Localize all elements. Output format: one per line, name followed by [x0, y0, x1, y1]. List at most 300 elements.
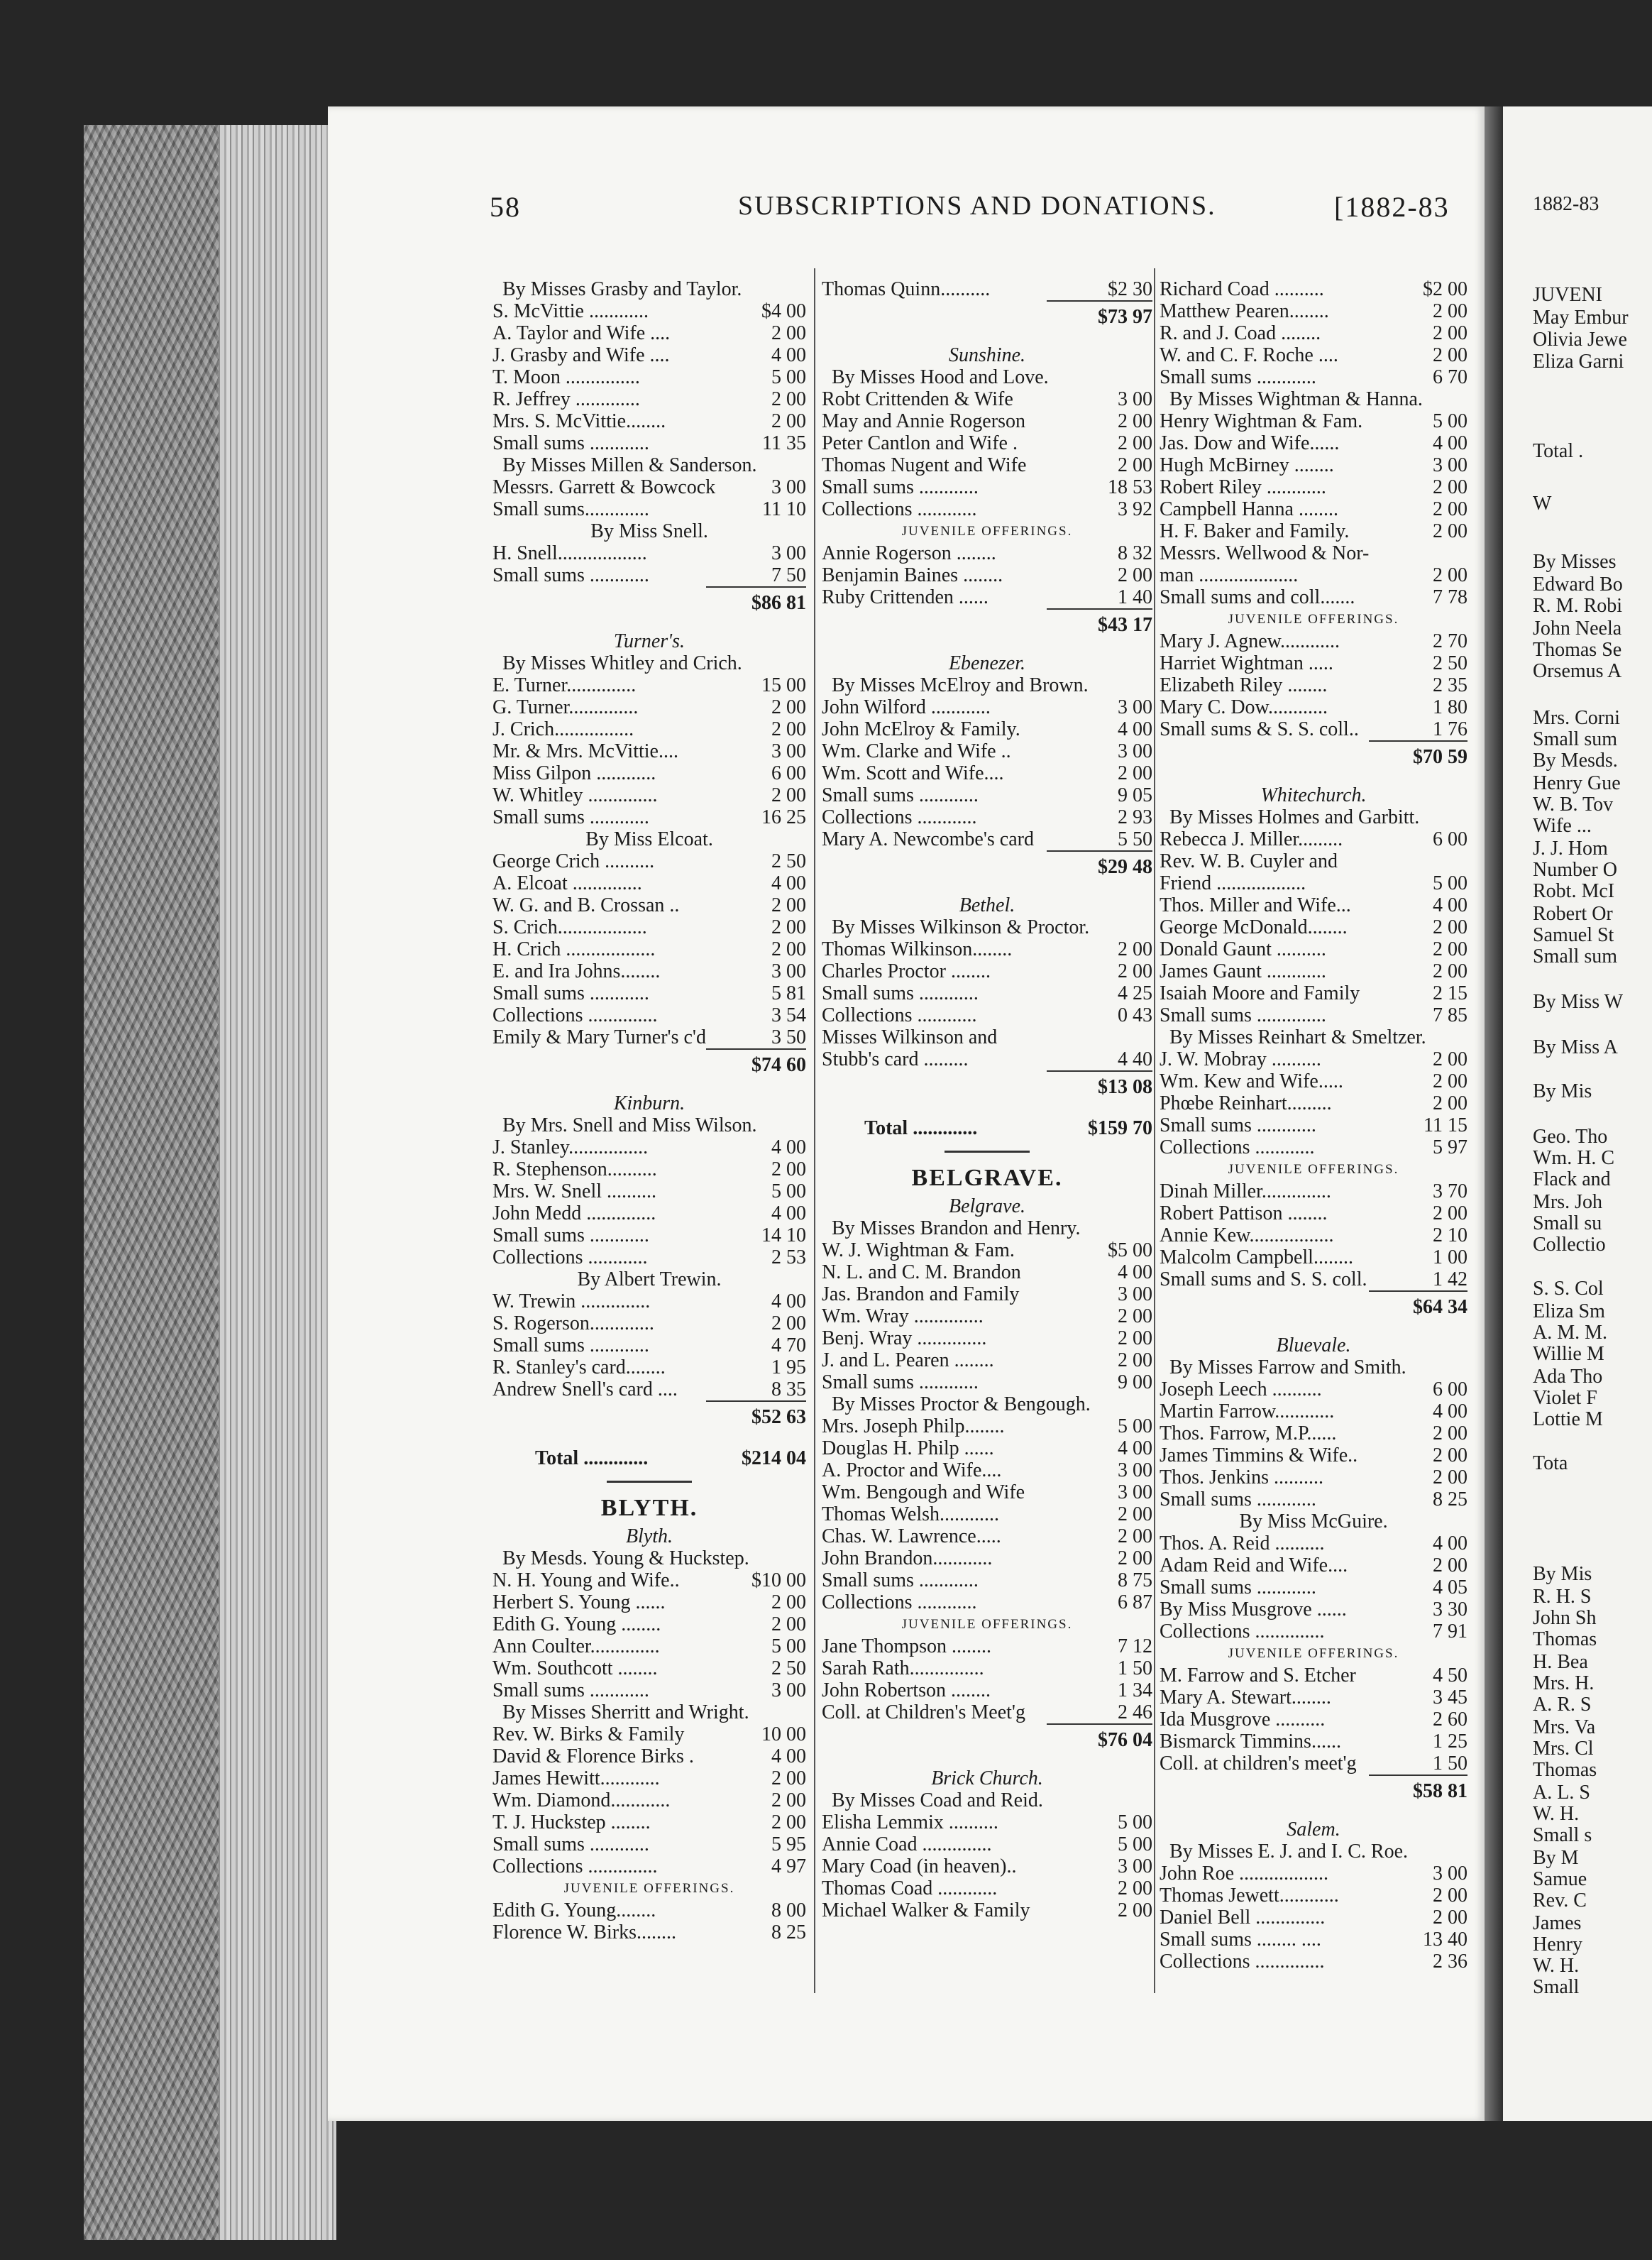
- collector-line: By Misses Millen & Sanderson.: [502, 454, 757, 476]
- facing-page-text: Samuel St: [1533, 924, 1614, 946]
- entry-amount: 2 00: [1118, 410, 1152, 432]
- facing-page-text: James: [1533, 1912, 1582, 1934]
- entry-amount: 2 00: [771, 718, 806, 740]
- entry-name: Collections ..............: [1160, 1951, 1325, 1973]
- entry-amount: 4 00: [771, 1290, 806, 1312]
- facing-page-text: Lottie M: [1533, 1408, 1603, 1430]
- entry-name: G. Turner..............: [492, 696, 639, 718]
- facing-page-text: A. R. S: [1533, 1694, 1592, 1716]
- entry-name: W. and C. F. Roche ....: [1160, 344, 1338, 366]
- entry-amount: 8 25: [1433, 1488, 1467, 1510]
- entry-name: Small sums ..............: [1160, 1004, 1326, 1026]
- entry-name: Small sums ............: [822, 982, 979, 1004]
- entry-name: Miss Gilpon ............: [492, 762, 656, 784]
- entry-row: [492, 1569, 806, 1591]
- entry-name: Wm. Bengough and Wife: [822, 1481, 1025, 1503]
- entry-amount: 4 00: [1118, 718, 1152, 740]
- entry-row: [1160, 1598, 1467, 1620]
- entry-name: Thos. Farrow, M.P......: [1160, 1422, 1337, 1444]
- entry-amount: 8 35: [771, 1378, 806, 1400]
- entry-row: [1160, 410, 1467, 432]
- locality-heading: Bethel.: [959, 894, 1015, 916]
- total-amount: $214 04: [742, 1447, 806, 1469]
- collector-line: By Misses Proctor & Bengough.: [832, 1393, 1091, 1415]
- facing-page-text: Mrs. Va: [1533, 1716, 1596, 1738]
- collector-line: By Misses Holmes and Garbitt.: [1169, 806, 1420, 828]
- entry-amount: 3 00: [1118, 696, 1152, 718]
- entry-row: [1160, 1070, 1467, 1092]
- entry-name: John Robertson ........: [822, 1679, 991, 1701]
- entry-amount: $2 00: [1423, 278, 1467, 300]
- entry-name: Small sums ............: [1160, 1114, 1316, 1136]
- entry-name: Richard Coad ..........: [1160, 278, 1324, 300]
- entry-amount: 3 00: [1118, 388, 1152, 410]
- entry-amount: 2 00: [1433, 1422, 1467, 1444]
- entry-name: J. and L. Pearen ........: [822, 1349, 994, 1371]
- collector-line: By Misses E. J. and I. C. Roe.: [1169, 1841, 1408, 1863]
- total-label: Total .............: [864, 1117, 978, 1139]
- entry-row: [1160, 344, 1467, 366]
- entry-name: H. F. Baker and Family.: [1160, 520, 1350, 542]
- entry-name: Joseph Leech ..........: [1160, 1378, 1322, 1400]
- entry-amount: 4 00: [1433, 894, 1467, 916]
- entry-row: [492, 300, 806, 322]
- entry-name: John Brandon............: [822, 1547, 993, 1569]
- collector-line: By Mesds. Young & Huckstep.: [502, 1547, 749, 1569]
- entry-amount: 2 00: [1433, 520, 1467, 542]
- page-year: [1882-83: [1334, 191, 1450, 223]
- entry-name: Mrs. Joseph Philp........: [822, 1415, 1005, 1437]
- entry-name: Ida Musgrove ..........: [1160, 1708, 1326, 1730]
- entry-name: T. Moon ...............: [492, 366, 640, 388]
- subtotal: $64 34: [1369, 1290, 1467, 1324]
- entry-name: A. Proctor and Wife....: [822, 1459, 1002, 1481]
- facing-page-text: Small s: [1533, 1824, 1592, 1846]
- entry-name: Thos. Jenkins ..........: [1160, 1466, 1323, 1488]
- entry-amount: 8 25: [771, 1921, 806, 1943]
- locality-heading: Belgrave.: [948, 1195, 1026, 1217]
- entry-amount: 5 97: [1433, 1136, 1467, 1158]
- entry-amount: 2 00: [771, 1811, 806, 1833]
- entry-name: Thomas Coad ............: [822, 1877, 998, 1899]
- entry-amount: $10 00: [751, 1569, 806, 1591]
- locality-heading: Whitechurch.: [1260, 784, 1367, 806]
- entry-name: Small sums ............: [822, 784, 979, 806]
- entry-amount: 4 00: [771, 344, 806, 366]
- entry-name: Small sums ............: [492, 432, 649, 454]
- entry-row: [1160, 696, 1467, 718]
- entry-amount: 9 05: [1118, 784, 1152, 806]
- entry-row: [1160, 1686, 1467, 1708]
- entry-row: [1160, 674, 1467, 696]
- entry-name: J. Stanley................: [492, 1136, 649, 1158]
- entry-row: [492, 476, 806, 498]
- facing-page-text: John Sh: [1533, 1607, 1597, 1629]
- entry-amount: 6 00: [1433, 1378, 1467, 1400]
- collector-line: By Misses Brandon and Henry.: [832, 1217, 1081, 1239]
- entry-row: [492, 1202, 806, 1224]
- entry-name: Robert Riley ............: [1160, 476, 1326, 498]
- entry-row: [1160, 322, 1467, 344]
- entry-row: [1160, 1532, 1467, 1554]
- entry-name: Thomas Wilkinson........: [822, 938, 1013, 960]
- entry-amount: 7 78: [1433, 586, 1467, 608]
- collector-line: By Misses McElroy and Brown.: [832, 674, 1089, 696]
- entry-row: [1160, 1114, 1467, 1136]
- facing-page-text: Henry Gue: [1533, 772, 1621, 794]
- entry-amount: 8 00: [771, 1899, 806, 1921]
- locality-heading: Salem.: [1287, 1819, 1340, 1841]
- entry-name: Small sums ............: [492, 806, 649, 828]
- entry-row: [1160, 1488, 1467, 1510]
- facing-page-text: A. M. M.: [1533, 1322, 1608, 1344]
- entry-row: [1160, 1730, 1467, 1752]
- entry-name: J. Crich................: [492, 718, 634, 740]
- juvenile-offerings-heading: JUVENILE OFFERINGS.: [1228, 1162, 1399, 1177]
- entry-amount: 2 00: [771, 1591, 806, 1613]
- entry-amount: 2 00: [1433, 1202, 1467, 1224]
- entry-row: [492, 366, 806, 388]
- entry-name: W. Trewin ..............: [492, 1290, 651, 1312]
- entry-amount: 2 00: [1433, 1554, 1467, 1576]
- facing-page-text: Flack and: [1533, 1168, 1611, 1190]
- subtotal: $52 63: [706, 1400, 806, 1435]
- entry-row: [1160, 1664, 1467, 1686]
- entry-amount: 2 00: [771, 784, 806, 806]
- entry-name: Adam Reid and Wife....: [1160, 1554, 1348, 1576]
- facing-page-text: Samue: [1533, 1868, 1587, 1890]
- entry-amount: 7 91: [1433, 1620, 1467, 1642]
- entry-row: [1160, 718, 1467, 740]
- entry-amount: 2 00: [1118, 1349, 1152, 1371]
- entry-row: [492, 388, 806, 410]
- facing-page-text: Mrs. Corni: [1533, 707, 1620, 729]
- entry-row: [822, 1855, 1152, 1877]
- entry-row: [822, 1569, 1152, 1591]
- entry-row: [492, 1290, 806, 1312]
- entry-amount: 5 00: [1118, 1415, 1152, 1437]
- entry-name: Collections ............: [822, 1004, 977, 1026]
- entry-amount: 2 00: [771, 322, 806, 344]
- entry-row: [822, 542, 1152, 564]
- entry-row: [492, 1356, 806, 1378]
- entry-row: [492, 1811, 806, 1833]
- facing-page-text: Eliza Garni: [1533, 351, 1624, 373]
- entry-amount: 2 00: [1433, 498, 1467, 520]
- entry-row: [822, 1459, 1152, 1481]
- entry-row: [1160, 1202, 1467, 1224]
- entry-amount: 4 00: [1118, 1261, 1152, 1283]
- entry-amount: 2 00: [1118, 1327, 1152, 1349]
- entry-name: James Hewitt............: [492, 1767, 660, 1789]
- entry-row: [1160, 960, 1467, 982]
- entry-amount: 2 00: [771, 894, 806, 916]
- entry-row: [492, 916, 806, 938]
- entry-text: Messrs. Wellwood & Nor-: [1160, 542, 1370, 564]
- collector-line: By Misses Sherritt and Wright.: [502, 1701, 749, 1723]
- entry-name: Small sums ............: [492, 1833, 649, 1855]
- facing-page-text: S. S. Col: [1533, 1278, 1604, 1300]
- facing-page-text: Thomas: [1533, 1628, 1597, 1650]
- district-heading: BELGRAVE.: [911, 1165, 1063, 1191]
- facing-page-text: H. Bea: [1533, 1651, 1588, 1673]
- entry-amount: 1 40: [1118, 586, 1152, 608]
- juvenile-offerings-heading: JUVENILE OFFERINGS.: [901, 1617, 1073, 1632]
- entry-amount: 5 95: [771, 1833, 806, 1855]
- entry-name: Edith G. Young........: [492, 1899, 656, 1921]
- entry-amount: 3 00: [1118, 1481, 1152, 1503]
- total-row: [822, 1117, 1152, 1139]
- entry-amount: 11 10: [762, 498, 806, 520]
- entry-name: Mary C. Dow............: [1160, 696, 1328, 718]
- entry-row: [492, 1312, 806, 1334]
- entry-amount: 8 75: [1118, 1569, 1152, 1591]
- entry-row: [1160, 982, 1467, 1004]
- entry-amount: 3 00: [771, 960, 806, 982]
- entry-name: Small sums and coll.......: [1160, 586, 1355, 608]
- entry-row: [1160, 828, 1467, 850]
- entry-name: Small sums ............: [492, 564, 649, 586]
- entry-amount: 1 80: [1433, 696, 1467, 718]
- facing-page-text: Thomas: [1533, 1759, 1597, 1781]
- entry-row: [1160, 586, 1467, 608]
- entry-amount: 2 00: [1118, 564, 1152, 586]
- entry-row: [1160, 1224, 1467, 1246]
- entry-row: [822, 1591, 1152, 1613]
- entry-name: Bismarck Timmins......: [1160, 1730, 1341, 1752]
- entry-name: Sarah Rath...............: [822, 1657, 984, 1679]
- entry-row: [822, 410, 1152, 432]
- facing-page-text: JUVENI: [1533, 284, 1602, 306]
- entry-name: R. Stanley's card........: [492, 1356, 666, 1378]
- collector-line: By Misses Whitley and Crich.: [502, 652, 742, 674]
- subtotal: $29 48: [1047, 850, 1152, 884]
- entry-amount: 2 00: [771, 1312, 806, 1334]
- entry-name: Small sums ............: [492, 1334, 649, 1356]
- entry-name: Friend ..................: [1160, 872, 1306, 894]
- entry-name: Annie Coad ..............: [822, 1833, 992, 1855]
- entry-row: [492, 1613, 806, 1635]
- facing-page-text: W. H.: [1533, 1803, 1580, 1825]
- entry-row: [1160, 1422, 1467, 1444]
- entry-amount: 5 81: [771, 982, 806, 1004]
- column-3: [1160, 278, 1467, 1973]
- entry-amount: 2 35: [1433, 674, 1467, 696]
- entry-row: [822, 1371, 1152, 1393]
- entry-row: [492, 740, 806, 762]
- entry-amount: 4 00: [771, 1136, 806, 1158]
- entry-amount: 14 10: [761, 1224, 806, 1246]
- entry-row: [492, 718, 806, 740]
- entry-row: [822, 1635, 1152, 1657]
- entry-name: Collections ............: [1160, 1136, 1315, 1158]
- facing-page-text: By Miss A: [1533, 1036, 1618, 1058]
- juvenile-offerings-heading: JUVENILE OFFERINGS.: [1228, 1646, 1399, 1661]
- entry-row: [822, 806, 1152, 828]
- entry-amount: 2 00: [1118, 432, 1152, 454]
- entry-name: Small sums ............: [1160, 1488, 1316, 1510]
- entry-name: Jas. Brandon and Family: [822, 1283, 1020, 1305]
- entry-name: Collections ............: [822, 806, 977, 828]
- entry-name: James Timmins & Wife..: [1160, 1444, 1358, 1466]
- facing-page-text: R. M. Robi: [1533, 595, 1623, 617]
- entry-row: [1160, 1576, 1467, 1598]
- entry-name: George Crich ..........: [492, 850, 655, 872]
- facing-page-text: Wife ...: [1533, 815, 1592, 837]
- facing-page-text: Robert Or: [1533, 903, 1613, 925]
- entry-name: Small sums.............: [492, 498, 649, 520]
- facing-page-text: By Mesds.: [1533, 750, 1618, 772]
- locality-heading: Bluevale.: [1276, 1334, 1351, 1356]
- collector-line: By Misses Farrow and Smith.: [1169, 1356, 1406, 1378]
- subtotal: $86 81: [706, 586, 806, 620]
- entry-name: John Wilford ............: [822, 696, 991, 718]
- entry-name: W. J. Wightman & Fam.: [822, 1239, 1015, 1261]
- entry-amount: 2 00: [1433, 1070, 1467, 1092]
- entry-row: [822, 476, 1152, 498]
- entry-amount: 2 50: [1433, 652, 1467, 674]
- entry-row: [822, 432, 1152, 454]
- entry-amount: 15 00: [761, 674, 806, 696]
- locality-heading: Brick Church.: [931, 1767, 1043, 1789]
- entry-row: [822, 982, 1152, 1004]
- entry-amount: 5 00: [1118, 1833, 1152, 1855]
- entry-amount: 2 00: [1433, 938, 1467, 960]
- entry-row: [822, 498, 1152, 520]
- collector-line: By Misses Hood and Love.: [832, 366, 1049, 388]
- entry-amount: 3 54: [771, 1004, 806, 1026]
- entry-amount: 6 00: [1433, 828, 1467, 850]
- entry-amount: 8 32: [1118, 542, 1152, 564]
- entry-row: [1160, 1907, 1467, 1929]
- entry-name: Florence W. Birks........: [492, 1921, 676, 1943]
- entry-name: Small sums ............: [492, 1679, 649, 1701]
- entry-amount: 2 00: [1433, 1885, 1467, 1907]
- entry-name: David & Florence Birks .: [492, 1745, 694, 1767]
- entry-name: A. Taylor and Wife ....: [492, 322, 671, 344]
- entry-name: Small sums ........ ....: [1160, 1929, 1321, 1951]
- entry-amount: 3 45: [1433, 1686, 1467, 1708]
- entry-name: Malcolm Campbell........: [1160, 1246, 1353, 1268]
- entry-row: [822, 1811, 1152, 1833]
- entry-amount: 18 53: [1108, 476, 1152, 498]
- entry-name: Rebecca J. Miller.........: [1160, 828, 1343, 850]
- subtotal: $70 59: [1369, 740, 1467, 774]
- entry-name: Daniel Bell ..............: [1160, 1907, 1326, 1929]
- entry-row: [822, 696, 1152, 718]
- entry-amount: 2 00: [1118, 1503, 1152, 1525]
- entry-text: Rev. W. B. Cuyler and: [1160, 850, 1338, 872]
- entry-name: John Roe ..................: [1160, 1863, 1328, 1885]
- entry-amount: 2 00: [1433, 960, 1467, 982]
- entry-amount: 2 00: [1433, 916, 1467, 938]
- entry-name: N. H. Young and Wife..: [492, 1569, 680, 1591]
- total-label: Total .............: [535, 1447, 649, 1469]
- book-gutter: [1485, 106, 1503, 2121]
- entry-row: [822, 1004, 1152, 1026]
- column-2: [822, 278, 1152, 1921]
- facing-page-text: Small: [1533, 1976, 1580, 1998]
- entry-amount: 6 70: [1433, 366, 1467, 388]
- entry-name: Rev. W. Birks & Family: [492, 1723, 685, 1745]
- entry-row: [492, 894, 806, 916]
- entry-row: [1160, 366, 1467, 388]
- entry-name: Wm. Scott and Wife....: [822, 762, 1004, 784]
- facing-page-text: Henry: [1533, 1933, 1582, 1955]
- entry-amount: 2 00: [771, 1789, 806, 1811]
- entry-row: [1160, 872, 1467, 894]
- entry-amount: 4 00: [771, 872, 806, 894]
- facing-page-text: Robt. McI: [1533, 880, 1615, 902]
- page-number: 58: [490, 191, 521, 223]
- total-amount: $159 70: [1088, 1117, 1152, 1139]
- entry-amount: 4 50: [1433, 1664, 1467, 1686]
- entry-row: [1160, 894, 1467, 916]
- entry-name: W. G. and B. Crossan ..: [492, 894, 680, 916]
- facing-page-text: By Mis: [1533, 1080, 1592, 1102]
- entry-amount: 2 00: [771, 938, 806, 960]
- entry-amount: 2 00: [1433, 344, 1467, 366]
- entry-row: [492, 674, 806, 696]
- entry-row: [492, 1657, 806, 1679]
- entry-amount: 4 97: [771, 1855, 806, 1877]
- entry-name: Wm. Kew and Wife.....: [1160, 1070, 1343, 1092]
- entry-row: [822, 1283, 1152, 1305]
- entry-row: [822, 1327, 1152, 1349]
- entry-name: Small sums ............: [822, 1371, 979, 1393]
- section-rule: [607, 1481, 692, 1483]
- entry-amount: 2 93: [1118, 806, 1152, 828]
- collector-line: By Misses Coad and Reid.: [832, 1789, 1043, 1811]
- entry-name: Wm. Clarke and Wife ..: [822, 740, 1011, 762]
- entry-amount: 1 50: [1118, 1657, 1152, 1679]
- entry-amount: 5 00: [1433, 872, 1467, 894]
- entry-row: [492, 1789, 806, 1811]
- total-row: [492, 1447, 806, 1469]
- entry-name: A. Elcoat ..............: [492, 872, 642, 894]
- entry-amount: 11 35: [762, 432, 806, 454]
- entry-amount: 1 76: [1433, 718, 1467, 740]
- entry-row: [1160, 652, 1467, 674]
- entry-row: [492, 1767, 806, 1789]
- entry-amount: 2 00: [771, 1158, 806, 1180]
- entry-name: Thomas Jewett............: [1160, 1885, 1339, 1907]
- entry-row: [1160, 432, 1467, 454]
- entry-name: Small sums and S. S. coll.: [1160, 1268, 1367, 1290]
- entry-row: [822, 828, 1152, 850]
- entry-row: [822, 1048, 1152, 1070]
- entry-amount: 2 00: [1433, 1466, 1467, 1488]
- entry-amount: 7 12: [1118, 1635, 1152, 1657]
- entry-row: [492, 1158, 806, 1180]
- subtotal: $76 04: [1047, 1723, 1152, 1757]
- entry-row: [1160, 1400, 1467, 1422]
- entry-amount: 1 00: [1433, 1246, 1467, 1268]
- entry-name: Benj. Wray ..............: [822, 1327, 987, 1349]
- subtotal: $43 17: [1047, 608, 1152, 642]
- entry-row: [492, 1591, 806, 1613]
- entry-row: [1160, 300, 1467, 322]
- entry-amount: 2 00: [1118, 454, 1152, 476]
- entry-name: S. Rogerson.............: [492, 1312, 654, 1334]
- entry-row: [822, 388, 1152, 410]
- entry-row: [1160, 1752, 1467, 1774]
- entry-row: [822, 1305, 1152, 1327]
- entry-amount: 1 50: [1433, 1752, 1467, 1774]
- entry-amount: 2 60: [1433, 1708, 1467, 1730]
- entry-name: Michael Walker & Family: [822, 1899, 1030, 1921]
- entry-row: [1160, 1378, 1467, 1400]
